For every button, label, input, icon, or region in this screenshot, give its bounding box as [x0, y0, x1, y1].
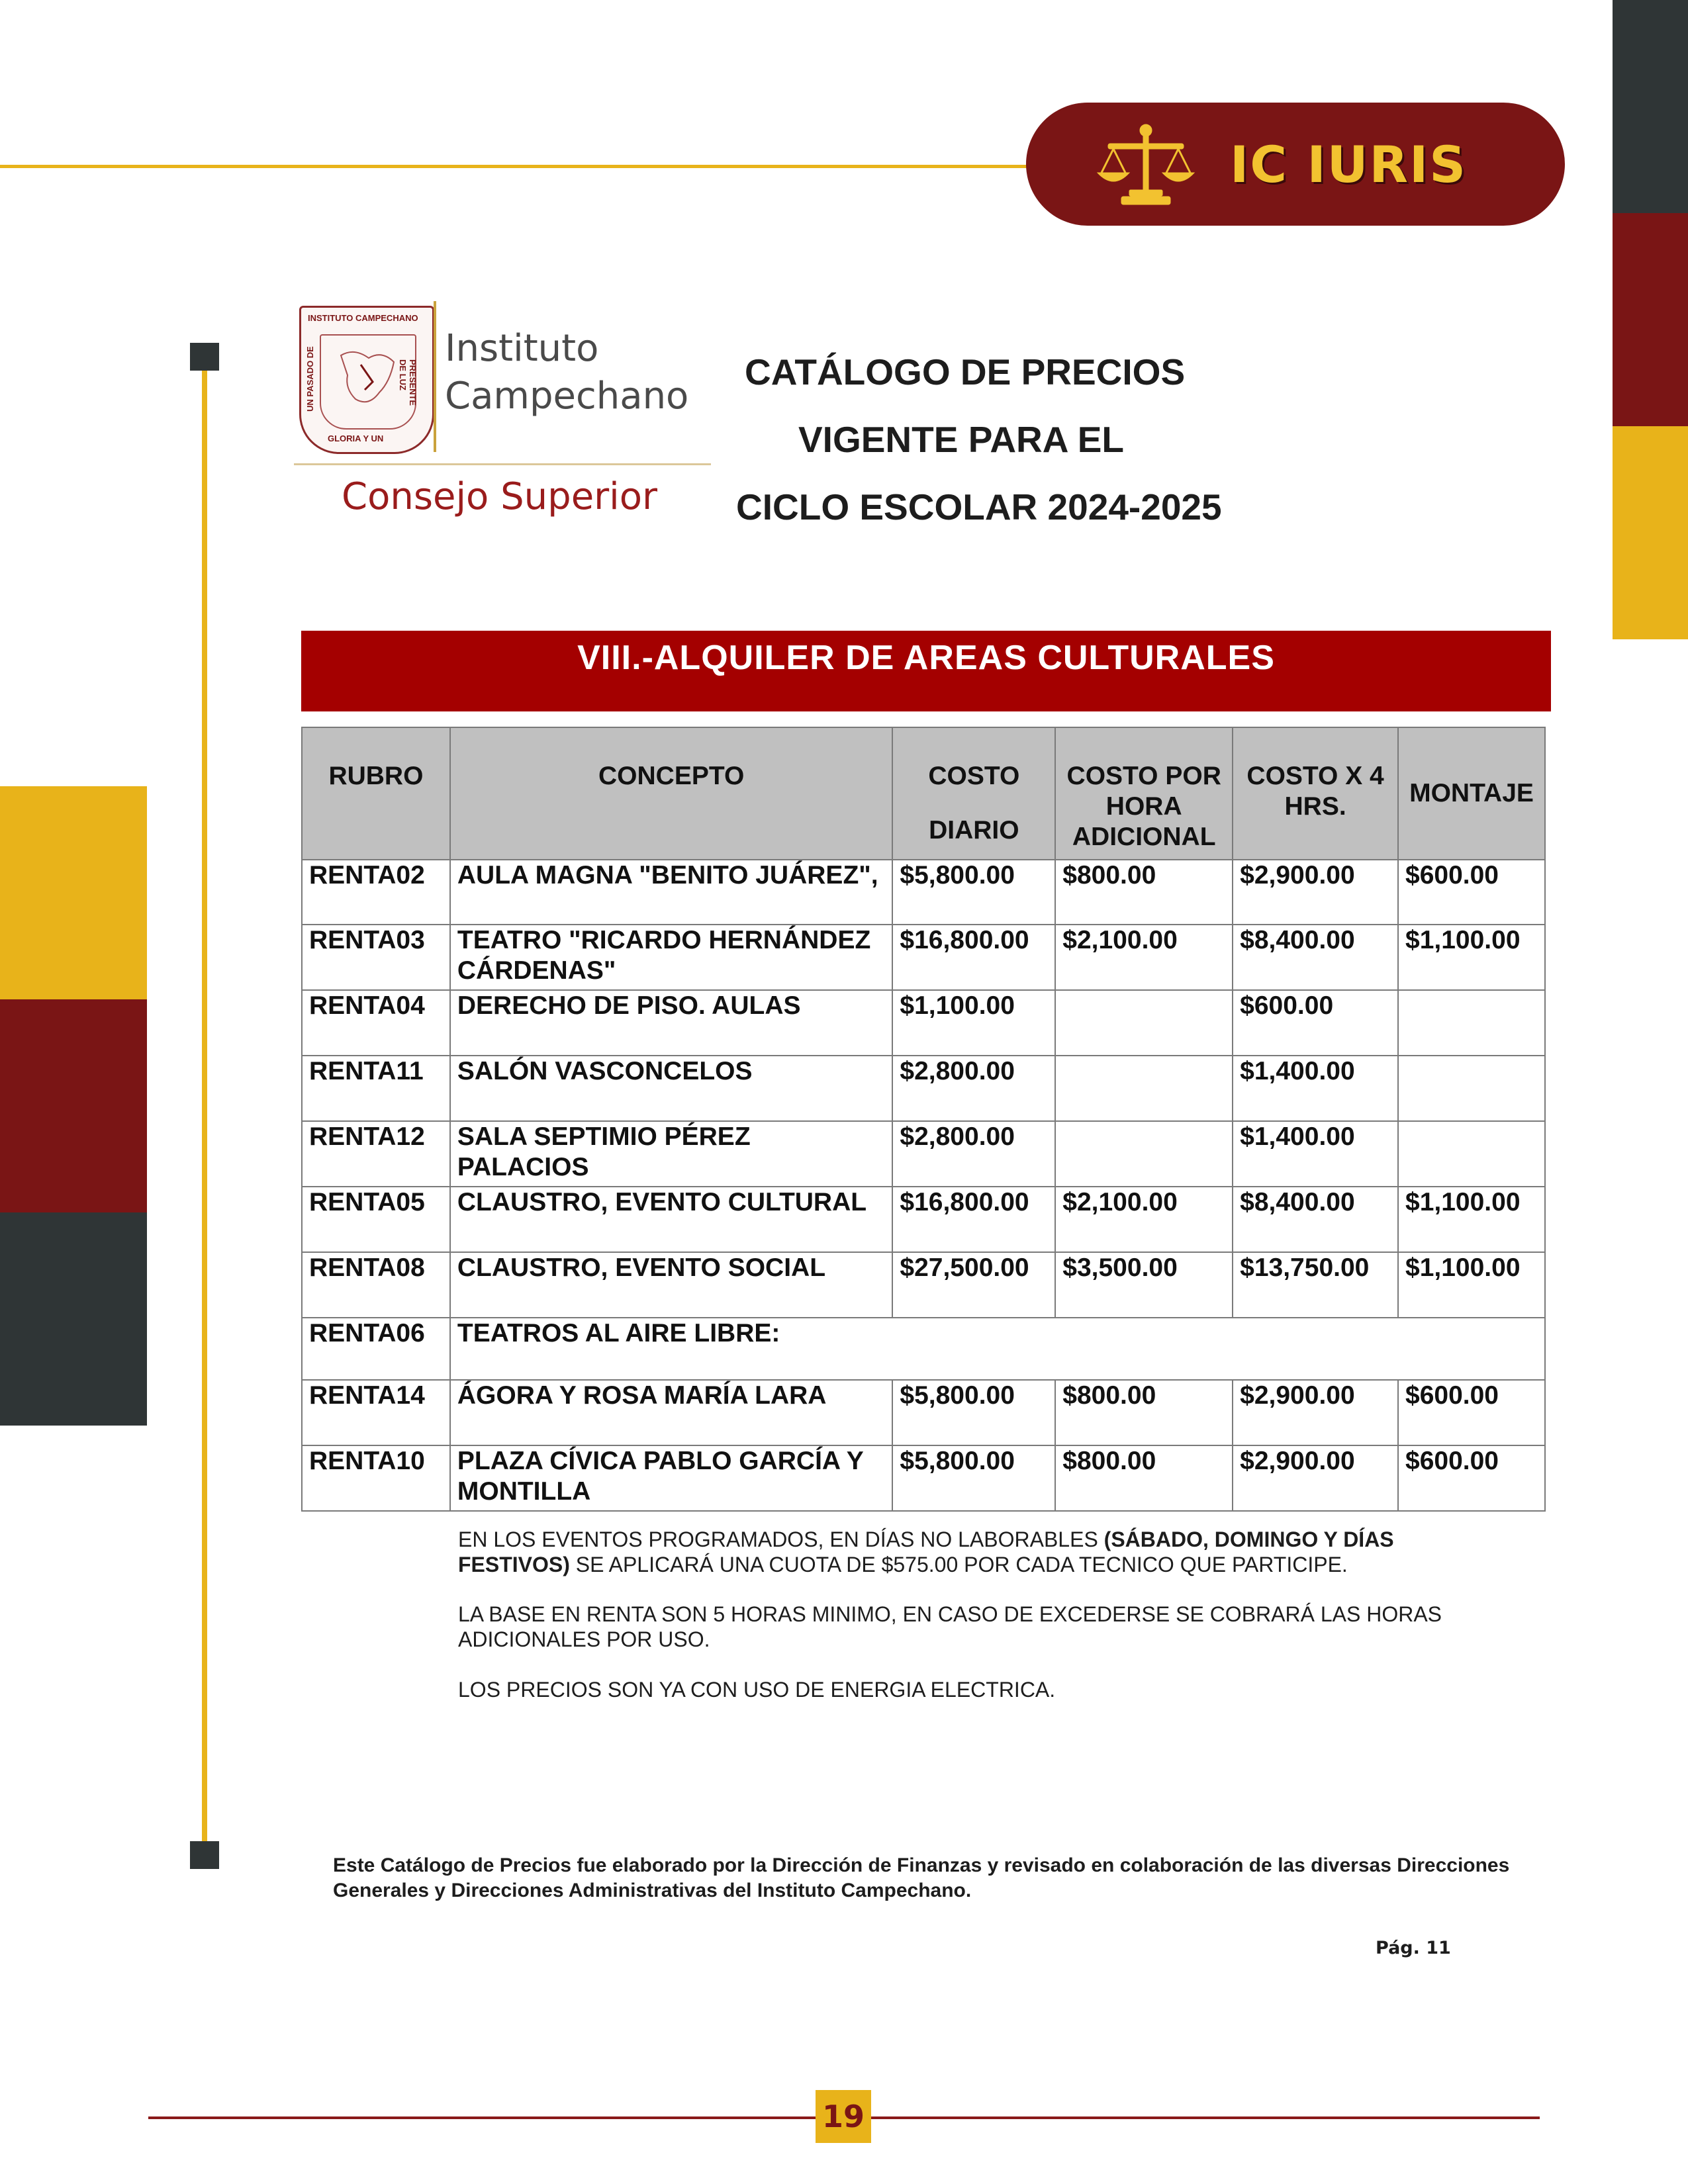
footer-disclaimer: Este Catálogo de Precios fue elaborado por la Dirección de Finanzas y revisado en colaboración de las diversas Direcciones Generales y Direcciones Administrativas del Instituto Campechano.: [333, 1854, 1510, 1901]
logo-subtitle: Consejo Superior: [342, 475, 658, 518]
cell-rubro: RENTA12: [302, 1121, 450, 1187]
cell-montaje: [1398, 1056, 1545, 1121]
cell-costo-4hrs: $8,400.00: [1233, 1187, 1398, 1252]
rail-square-top: [190, 343, 219, 371]
cell-rubro: RENTA08: [302, 1252, 450, 1318]
rail-square-bottom: [190, 1841, 219, 1869]
note-base-hours: LA BASE EN RENTA SON 5 HORAS MINIMO, EN CASO DE EXCEDERSE SE COBRARÁ LAS HORAS ADICIONALES POR USO.: [458, 1602, 1442, 1651]
cell-costo-hora: [1055, 1121, 1233, 1187]
table-row: [302, 990, 1545, 1056]
cell-montaje: $600.00: [1398, 860, 1545, 925]
brand-pill: [1026, 103, 1565, 226]
table-row: [302, 925, 1545, 990]
cell-rubro: RENTA02: [302, 860, 450, 925]
cell-concepto: PLAZA CÍVICA PABLO GARCÍA Y MONTILLA: [450, 1445, 893, 1511]
header-rubro: RUBRO: [302, 727, 450, 860]
note-1-pre: EN LOS EVENTOS PROGRAMADOS, EN DÍAS NO LABORABLES: [458, 1527, 1104, 1551]
left-block-charcoal: [0, 1212, 147, 1426]
header-costo-4hrs-line2: HRS.: [1284, 792, 1346, 821]
cell-costo-4hrs: $2,900.00: [1233, 1380, 1398, 1445]
table-row: [302, 1380, 1545, 1445]
seal-text-bottom: GLORIA Y UN: [328, 433, 384, 443]
cell-costo-diario: $2,800.00: [892, 1056, 1055, 1121]
cell-costo-hora: $800.00: [1055, 860, 1233, 925]
cell-costo-diario: $27,500.00: [892, 1252, 1055, 1318]
scales-of-justice-icon: [1096, 121, 1196, 207]
page-number: 19: [816, 2090, 871, 2143]
right-block-gold: [1613, 426, 1688, 639]
header-costo-hora-line2: HORA: [1105, 792, 1182, 821]
header-costo-diario-line2: DIARIO: [929, 816, 1019, 844]
header-gold-line: [0, 165, 1033, 168]
page-label: Pág. 11: [1376, 1938, 1451, 1958]
cell-rubro: RENTA10: [302, 1445, 450, 1511]
cell-rubro: RENTA03: [302, 925, 450, 990]
logo-divider: [434, 301, 436, 452]
cell-concepto: CLAUSTRO, EVENTO CULTURAL: [450, 1187, 893, 1252]
header-costo-hora: [1055, 727, 1233, 860]
cell-costo-hora: $3,500.00: [1055, 1252, 1233, 1318]
cell-rubro: RENTA11: [302, 1056, 450, 1121]
cell-costo-hora: $2,100.00: [1055, 1187, 1233, 1252]
cell-concepto: CLAUSTRO, EVENTO SOCIAL: [450, 1252, 893, 1318]
header-costo-diario: [892, 727, 1055, 860]
cell-costo-4hrs: $2,900.00: [1233, 1445, 1398, 1511]
title-line-2: VIGENTE PARA EL: [798, 419, 1124, 460]
right-block-charcoal: [1613, 0, 1688, 213]
cell-montaje: $1,100.00: [1398, 1252, 1545, 1318]
logo-line-2: Campechano: [445, 375, 689, 418]
note-technician-fee: [458, 1527, 1491, 1577]
footer-line-left: [148, 2116, 816, 2119]
table-row: [302, 1318, 1545, 1380]
cell-costo-diario: $16,800.00: [892, 925, 1055, 990]
table-row: [302, 1056, 1545, 1121]
title-line-3: CICLO ESCOLAR 2024-2025: [736, 486, 1222, 527]
cell-costo-hora: $2,100.00: [1055, 925, 1233, 990]
cell-rubro: RENTA05: [302, 1187, 450, 1252]
header-costo-diario-line1: COSTO: [928, 762, 1020, 790]
cell-concepto: SALA SEPTIMIO PÉREZ PALACIOS: [450, 1121, 893, 1187]
header-costo-4hrs-line1: COSTO X 4: [1246, 762, 1384, 790]
header-costo-hora-line3: ADICIONAL: [1072, 823, 1216, 851]
cell-rubro: RENTA06: [302, 1318, 450, 1380]
cell-concepto: DERECHO DE PISO. AULAS: [450, 990, 893, 1056]
seal-text-right: PRESENTE DE LUZ: [398, 359, 418, 406]
logo-rule: [294, 463, 711, 465]
cell-costo-4hrs: $600.00: [1233, 990, 1398, 1056]
cell-concepto: ÁGORA Y ROSA MARÍA LARA: [450, 1380, 893, 1445]
cell-concepto: SALÓN VASCONCELOS: [450, 1056, 893, 1121]
seal-text-top: INSTITUTO CAMPECHANO: [308, 313, 418, 323]
logo-line-1: Instituto: [445, 327, 599, 370]
cell-costo-diario: $2,800.00: [892, 1121, 1055, 1187]
cell-montaje: [1398, 990, 1545, 1056]
table-row: [302, 1445, 1545, 1511]
table-row: [302, 1121, 1545, 1187]
cell-costo-4hrs: $1,400.00: [1233, 1056, 1398, 1121]
table-row: [302, 860, 1545, 925]
cell-costo-diario: $5,800.00: [892, 1380, 1055, 1445]
price-table: [301, 727, 1546, 1512]
vertical-gold-rail: [202, 357, 207, 1853]
note-1-post: SE APLICARÁ UNA CUOTA DE $575.00 POR CADA TECNICO QUE PARTICIPE.: [569, 1553, 1348, 1576]
table-row: [302, 1187, 1545, 1252]
cell-rubro: RENTA14: [302, 1380, 450, 1445]
footer-line-right: [871, 2116, 1540, 2119]
header-montaje: MONTAJE: [1398, 727, 1545, 860]
header-concepto: CONCEPTO: [450, 727, 893, 860]
cell-montaje: $1,100.00: [1398, 925, 1545, 990]
left-block-maroon: [0, 999, 147, 1212]
cell-costo-diario: $5,800.00: [892, 1445, 1055, 1511]
seal-text-left: UN PASADO DE: [305, 346, 315, 412]
cell-costo-diario: $1,100.00: [892, 990, 1055, 1056]
note-electricity: LOS PRECIOS SON YA CON USO DE ENERGIA ELECTRICA.: [458, 1678, 1056, 1702]
cell-costo-4hrs: $8,400.00: [1233, 925, 1398, 990]
institution-seal: [299, 306, 434, 454]
cell-costo-diario: $16,800.00: [892, 1187, 1055, 1252]
right-block-maroon: [1613, 213, 1688, 426]
cell-costo-4hrs: $2,900.00: [1233, 860, 1398, 925]
cell-costo-4hrs: $13,750.00: [1233, 1252, 1398, 1318]
cell-concepto: TEATROS AL AIRE LIBRE:: [450, 1318, 1545, 1380]
cell-montaje: $600.00: [1398, 1445, 1545, 1511]
header-costo-hora-line1: COSTO POR: [1066, 762, 1221, 790]
cell-montaje: $600.00: [1398, 1380, 1545, 1445]
title-line-1: CATÁLOGO DE PRECIOS: [745, 351, 1186, 392]
cell-costo-diario: $5,800.00: [892, 860, 1055, 925]
cell-montaje: $1,100.00: [1398, 1187, 1545, 1252]
cell-costo-4hrs: $1,400.00: [1233, 1121, 1398, 1187]
section-banner: VIII.-ALQUILER DE AREAS CULTURALES: [301, 631, 1551, 711]
cell-rubro: RENTA04: [302, 990, 450, 1056]
cell-costo-hora: $800.00: [1055, 1380, 1233, 1445]
left-block-gold: [0, 786, 147, 999]
cell-costo-hora: [1055, 990, 1233, 1056]
brand-name: IC IURIS: [1230, 134, 1468, 194]
cell-concepto: TEATRO "RICARDO HERNÁNDEZ CÁRDENAS": [450, 925, 893, 990]
cell-costo-hora: [1055, 1056, 1233, 1121]
table-row: [302, 1252, 1545, 1318]
cell-concepto: AULA MAGNA "BENITO JUÁREZ",: [450, 860, 893, 925]
header-costo-4hrs: [1233, 727, 1398, 860]
note-1-bold: (SÁBADO, DOMINGO Y DÍAS FESTIVOS): [458, 1527, 1394, 1576]
cell-montaje: [1398, 1121, 1545, 1187]
cell-costo-hora: $800.00: [1055, 1445, 1233, 1511]
